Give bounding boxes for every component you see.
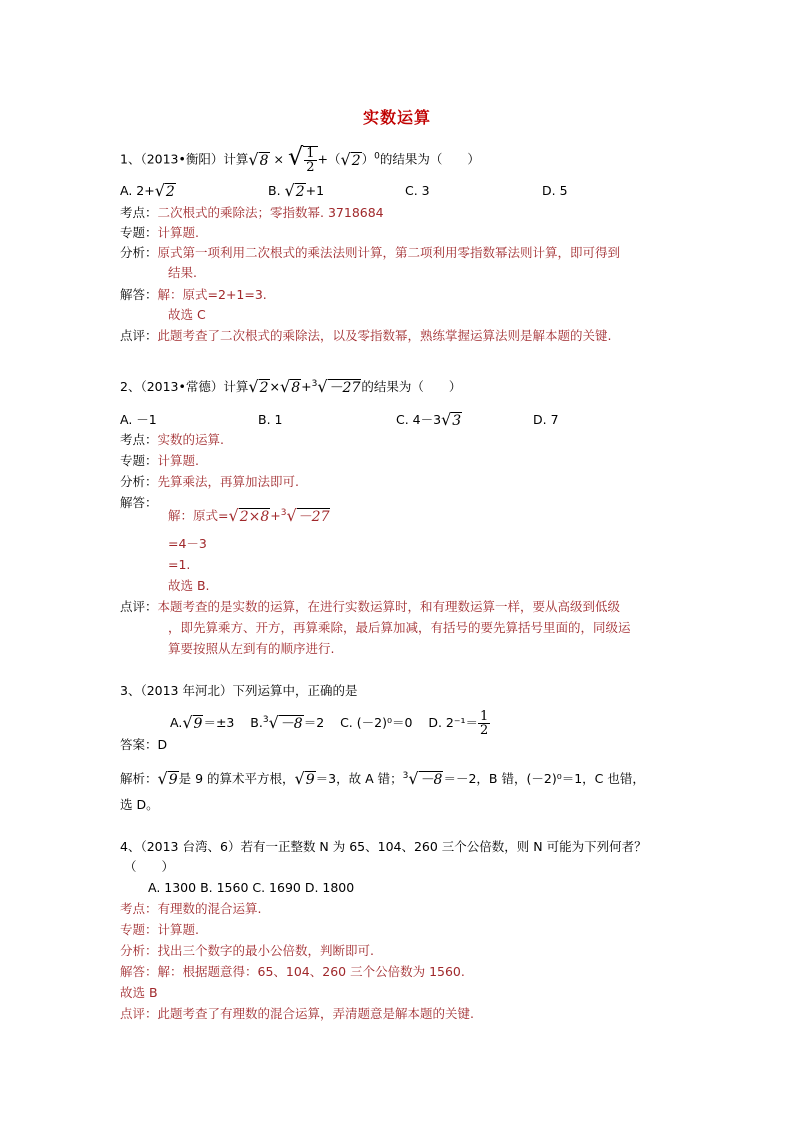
q2-dianping: 点评：本题考查的是实数的运算，在进行实数运算时，和有理数运算一样，要从高级到低级 [120,599,621,614]
q2-option-d: D. 7 [533,412,559,427]
q3-options [170,710,490,737]
q4-kaodian: 考点：有理数的混合运算. [120,901,262,916]
q2-fenxi: 分析：先算乘法，再算加法即可. [120,474,299,489]
q2-jieda-step3: =1. [168,557,191,572]
q1-option-b: B. √2+1 [268,181,325,200]
q2-option-a: A. －1 [120,412,157,427]
q3-option-b: B.$^3$√－8＝2 [250,713,325,732]
q3-option-d: D. 2⁻¹＝ $\frac{1}{2}$ [428,709,489,738]
q1-option-c: C. 3 [405,183,430,198]
q3-option-a: A.√9＝±3 [170,713,235,732]
q1-stem-text: 1、（2013•衡阳）计算 [120,151,249,167]
q2-cbrt: √－27 [317,377,361,397]
q2-zhuanti: 专题：计算题. [120,453,199,468]
page-title: 实数运算 [362,108,431,127]
q2-dianping-cont1: ，即先算乘方、开方，再算乘除，最后算加减，有括号的要先算括号里面的，同级运 [168,620,631,635]
q2-sqrt8: √8 [280,377,301,397]
q2-option-b: B. 1 [258,412,283,427]
q4-guxuan: 故选 B [120,985,158,1000]
q1-sqrt-half: √ $\frac{1}{2}$ [288,146,318,174]
q1-sqrt8: √8 [248,149,269,169]
q1-fenxi: 分析：原式第一项利用二次根式的乘法法则计算，第二项利用零指数幂法则计算，即可得到 [120,245,621,260]
q4-jieda: 解答：解：根据题意得：65、104、260 三个公倍数为 1560. [120,964,465,979]
q1-exponent: 0 [374,151,380,162]
q4-zhuanti: 专题：计算题. [120,922,199,937]
q1-option-d: D. 5 [542,183,568,198]
q2-jieda-step2: =4－3 [168,536,207,551]
q1-jieda: 解答：解：原式=2+1=3. [120,287,267,302]
q4-dianping: 点评：此题考查了有理数的混合运算，弄清题意是解本题的关键. [120,1006,474,1021]
q4-options: A. 1300 B. 1560 C. 1690 D. 1800 [148,880,355,895]
q4-fenxi: 分析：找出三个数字的最小公倍数，判断即可. [120,943,374,958]
q1-sqrt2: √2 [340,149,361,169]
q3-jiexi-end: 选 D。 [120,797,159,812]
q3-stem: 3、（2013 年河北）下列运算中，正确的是 [120,683,358,698]
q3-option-c: C. (－2)⁰＝0 [340,715,413,730]
q2-jieda-step1: 解：原式=√2×8+$^3$√－27 [168,506,330,526]
q2-option-c: C. 4－3√3 [396,410,462,429]
q2-dianping-cont2: 算要按照从左到有的顺序进行. [168,641,335,656]
q3-answer: 答案：D [120,737,168,752]
q1-guxuan: 故选 C [168,307,206,322]
q1-stem: 1、（2013•衡阳）计算√8 × √ $\frac{1}{2}$ $+(√2)^0$的结果为（ ） [120,142,480,175]
q1-zhuanti: 专题：计算题. [120,225,199,240]
q2-sqrt2: √2 [248,377,269,397]
q2-jieda-label: 解答： [120,495,158,510]
q1-kaodian: 考点：二次根式的乘除法；零指数幂. 3718684 [120,205,384,220]
q2-stem: 2、（2013•常德）计算√2×√8+$^3$√－27的结果为（ ） [120,377,462,397]
q1-dianping: 点评：此题考查了二次根式的乘除法，以及零指数幂，熟练掌握运算法则是解本题的关键. [120,328,612,343]
q4-stem: 4、（2013 台湾、6）若有一正整数 N 为 65、104、260 三个公倍数，则 N 可能为下列何者？ [120,839,647,854]
q2-guxuan: 故选 B. [168,578,210,593]
q2-kaodian: 考点：实数的运算. [120,432,224,447]
q3-jiexi: 解析：√9是 9 的算术平方根，√9＝3，故 A 错；$^3$√－8＝－2，B 错，(－2)⁰＝1，C 也错， [120,769,645,789]
q4-stem-bracket: （ ） [124,859,175,874]
q1-option-a: A. 2+√2 [120,181,175,200]
q1-fenxi-cont: 结果. [168,265,197,280]
